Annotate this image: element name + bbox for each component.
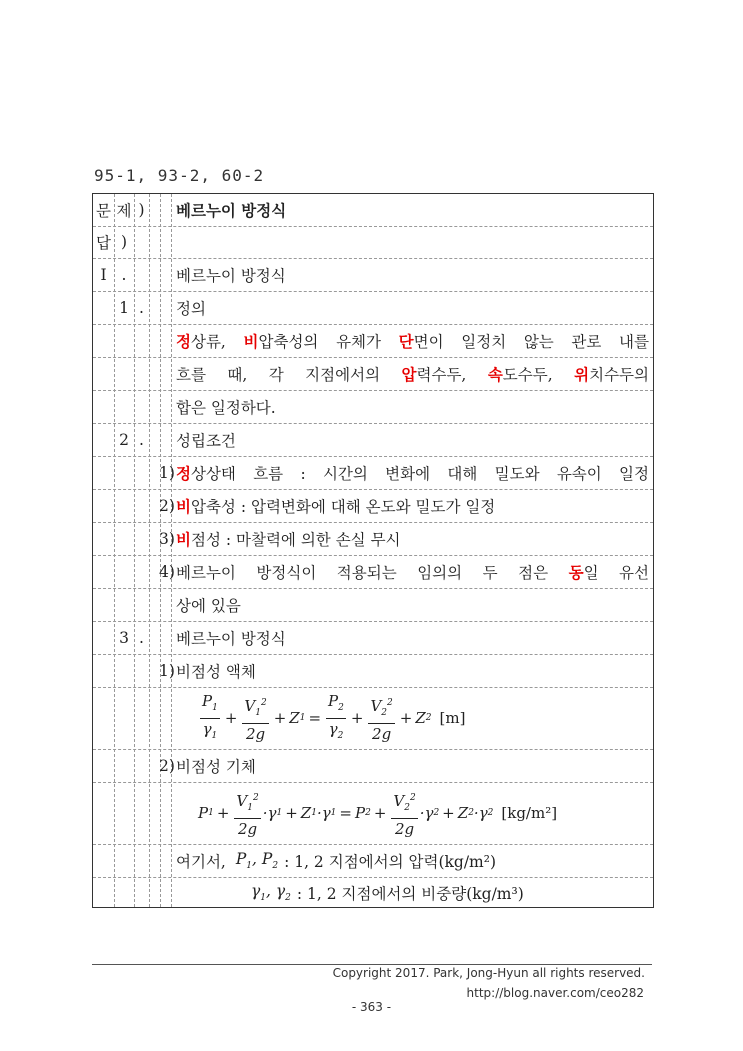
text-run: [176, 462, 649, 484]
where-line-1: [176, 844, 649, 877]
condition-number: 3): [159, 529, 175, 548]
reference-numbers: 95-1, 93-2, 60-2: [94, 166, 265, 185]
item-row: [93, 621, 653, 655]
specific-weight-description: : 1, 2 지점에서의 비중량(kg/m³): [296, 885, 524, 903]
question-label-1: 문: [96, 202, 111, 220]
question-label-2: 제: [116, 202, 132, 220]
condition-number: 1): [159, 463, 175, 482]
condition-number: 2): [159, 496, 175, 515]
question-title: 베르누이 방정식: [176, 201, 287, 220]
copyright-text: Copyright 2017. Park, Jong-Hyun all rights reserved.: [332, 966, 645, 980]
pressure-description: : 1, 2 지점에서의 압력(kg/m²): [284, 852, 496, 871]
answer-sheet: [92, 193, 654, 908]
condition-row: [93, 456, 653, 490]
text-segment: 베르누이 방정식이 적용되는 임의의 두 점은: [176, 563, 569, 582]
keyword-highlight: 비: [176, 496, 191, 516]
bernoulli-gas-formula: P 1 + $\frac{V_1^2}{2g}$ ·γ 1 + Z 1 ·γ 1 = P 2 + $\frac{V_2^2}{2g}$ ·γ 2 + Z 2 ·γ 2 [kg/m²]: [198, 791, 558, 838]
question-row: [93, 194, 653, 227]
question-label-paren: ): [138, 201, 145, 219]
text-segment: 일 유선: [583, 563, 649, 582]
answer-label-1: 답: [96, 234, 111, 252]
condition-row: [93, 555, 653, 589]
keyword-highlight: 비: [243, 331, 259, 351]
item-title: 베르누이 방정식: [176, 629, 286, 648]
condition-row: [93, 588, 653, 622]
page-number: - 363 -: [351, 1000, 392, 1014]
item-row: [93, 423, 653, 457]
item-dot: .: [139, 628, 144, 647]
keyword-highlight: 속: [487, 364, 503, 384]
where-row: [93, 844, 653, 878]
answer-label-paren: ): [120, 233, 128, 251]
text-segment: 흐를 때, 각 지점에서의: [176, 365, 402, 384]
bernoulli-liquid-formula: $\frac{P_1}{\gamma_1}$ + $\frac{V_1^2}{2g}$ + Z 1 = $\frac{P_2}{\gamma_2}$ + $\frac{V_2^2}{2g}$ + Z 2 [m]: [202, 691, 466, 743]
text-segment: 압축성 : 압력변화에 대해 온도와 밀도가 일정: [190, 497, 496, 516]
subitem-row: [93, 654, 653, 688]
item-dot: .: [139, 430, 144, 449]
text-run: [176, 594, 241, 616]
definition-text: [176, 357, 649, 390]
item-number: 2: [119, 430, 129, 449]
footer-divider: [92, 964, 652, 965]
keyword-highlight: 정: [176, 463, 191, 483]
keyword-highlight: 비: [176, 529, 191, 549]
condition-row: [93, 489, 653, 523]
keyword-highlight: 위: [574, 364, 590, 384]
item-row: [93, 291, 653, 325]
keyword-highlight: 단: [398, 331, 414, 351]
text-segment: 상류,: [190, 332, 244, 351]
text-run: [176, 528, 401, 550]
subitem-title: 비점성 기체: [176, 757, 256, 776]
subitem-title: 비점성 액체: [176, 662, 256, 681]
where-line-2: [251, 877, 524, 909]
item-title: 성립조건: [176, 431, 236, 450]
item-title: 정의: [176, 299, 206, 318]
formula-unit: [kg/m²]: [501, 804, 558, 822]
answer-row: [93, 226, 653, 259]
blog-url[interactable]: http://blog.naver.com/ceo282: [466, 986, 644, 1000]
section-numeral: I: [100, 265, 107, 284]
text-segment: 상상태 흐름 : 시간의 변화에 대해 밀도와 유속이 일정: [190, 464, 649, 483]
text-segment: 치수두의: [589, 365, 649, 384]
definition-text: [176, 324, 649, 357]
formula-unit: [m]: [439, 709, 466, 727]
formula-row: [93, 687, 653, 750]
specific-weight-symbols: $\gamma_1$, $\gamma_2$: [251, 882, 291, 904]
condition-number: 4): [159, 562, 175, 581]
pressure-symbols: $P_1$, $P_2$: [235, 849, 279, 872]
text-run: [176, 561, 649, 583]
where-row: [93, 877, 653, 909]
text-segment: 도수두,: [502, 365, 575, 384]
condition-text: [176, 588, 649, 621]
section-title: 베르누이 방정식: [176, 266, 286, 285]
text-segment: 점성 : 마찰력에 의한 손실 무시: [190, 530, 401, 549]
keyword-highlight: 정: [176, 331, 191, 351]
item-number: 3: [119, 628, 129, 647]
text-segment: 압축성의 유체가: [258, 332, 399, 351]
definition-line: [93, 390, 653, 424]
subitem-row: [93, 749, 653, 783]
definition-text: [176, 390, 649, 423]
section-dot: .: [121, 265, 127, 284]
text-run: [176, 396, 276, 418]
condition-text: [176, 555, 649, 588]
condition-text: [176, 489, 649, 522]
text-run: [176, 495, 495, 517]
section-row: [93, 258, 653, 292]
formula-row: [93, 782, 653, 845]
where-prefix: 여기서,: [176, 852, 226, 871]
keyword-highlight: 동: [568, 562, 584, 582]
text-segment: 합은 일정하다.: [176, 398, 276, 417]
definition-line: [93, 357, 653, 391]
text-segment: 상에 있음: [176, 596, 241, 615]
subitem-number: 1): [159, 661, 175, 680]
item-dot: .: [139, 298, 144, 317]
condition-row: [93, 522, 653, 556]
text-segment: 력수두,: [416, 365, 488, 384]
text-run: [176, 330, 649, 352]
item-number: 1: [119, 298, 129, 317]
text-run: [176, 363, 649, 385]
subitem-number: 2): [159, 756, 175, 775]
condition-text: [176, 522, 649, 555]
keyword-highlight: 압: [401, 364, 417, 384]
condition-text: [176, 456, 649, 489]
text-segment: 면이 일정치 않는 관로 내를: [413, 332, 649, 351]
definition-line: [93, 324, 653, 358]
